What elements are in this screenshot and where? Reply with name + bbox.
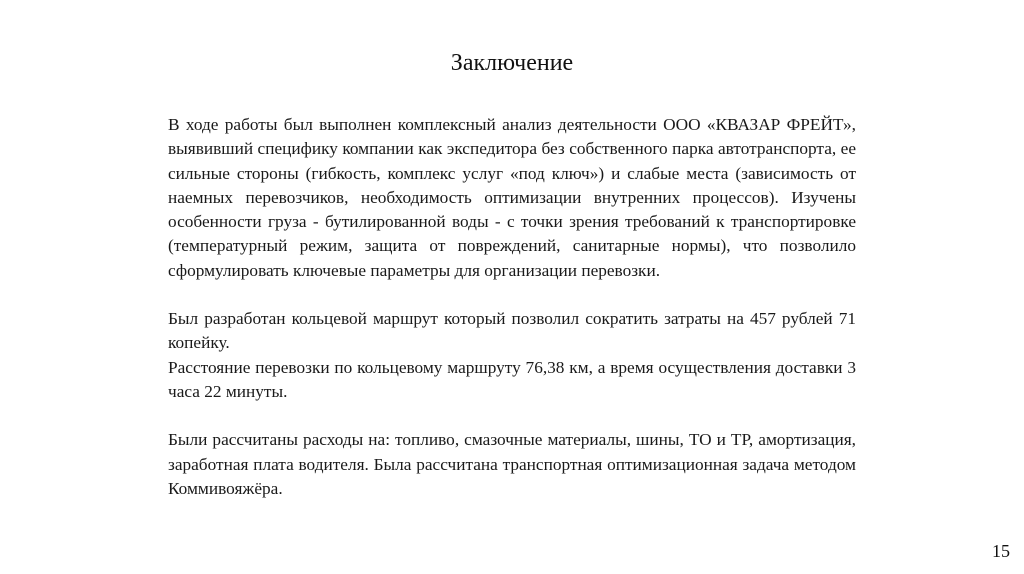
page-number: 15 [992,541,1010,561]
paragraph-route: Был разработан кольцевой маршрут который позволил сократить затраты на 457 рублей 71 копейку. [168,309,856,353]
paragraph-distance: Расстояние перевозки по кольцевому маршруту 76,38 км, а время осуществления доставки 3 часа 22 минуты. [168,357,856,401]
paragraph-spacer [168,283,856,307]
paragraph-spacer [168,404,856,428]
paragraph-analysis: В ходе работы был выполнен комплексный анализ деятельности ООО «КВАЗАР ФРЕЙТ», выявивший специфику компании как экспедитора без собственного парка автотранспорта, ее сильные стороны (гибкость, комплекс услуг «под ключ») и слабые места (зависимость от наемных перевозчиков, необходимость оптимизации внутренних процессов). Изучены особенности груза - бутилированной воды - с точки зрения требований к транспортировке (температурный режим, защита от повреждений, санитарные нормы), что позволило сформулировать ключевые параметры для организации перевозки. [168,115,856,280]
slide-title: Заключение [450,50,574,76]
slide-content [168,113,856,501]
paragraph-costs: Были рассчитаны расходы на: топливо, смазочные материалы, шины, ТО и ТР, амортизация, заработная плата водителя. Была рассчитана транспортная оптимизационная задача методом Коммивояжёра. [168,430,856,498]
